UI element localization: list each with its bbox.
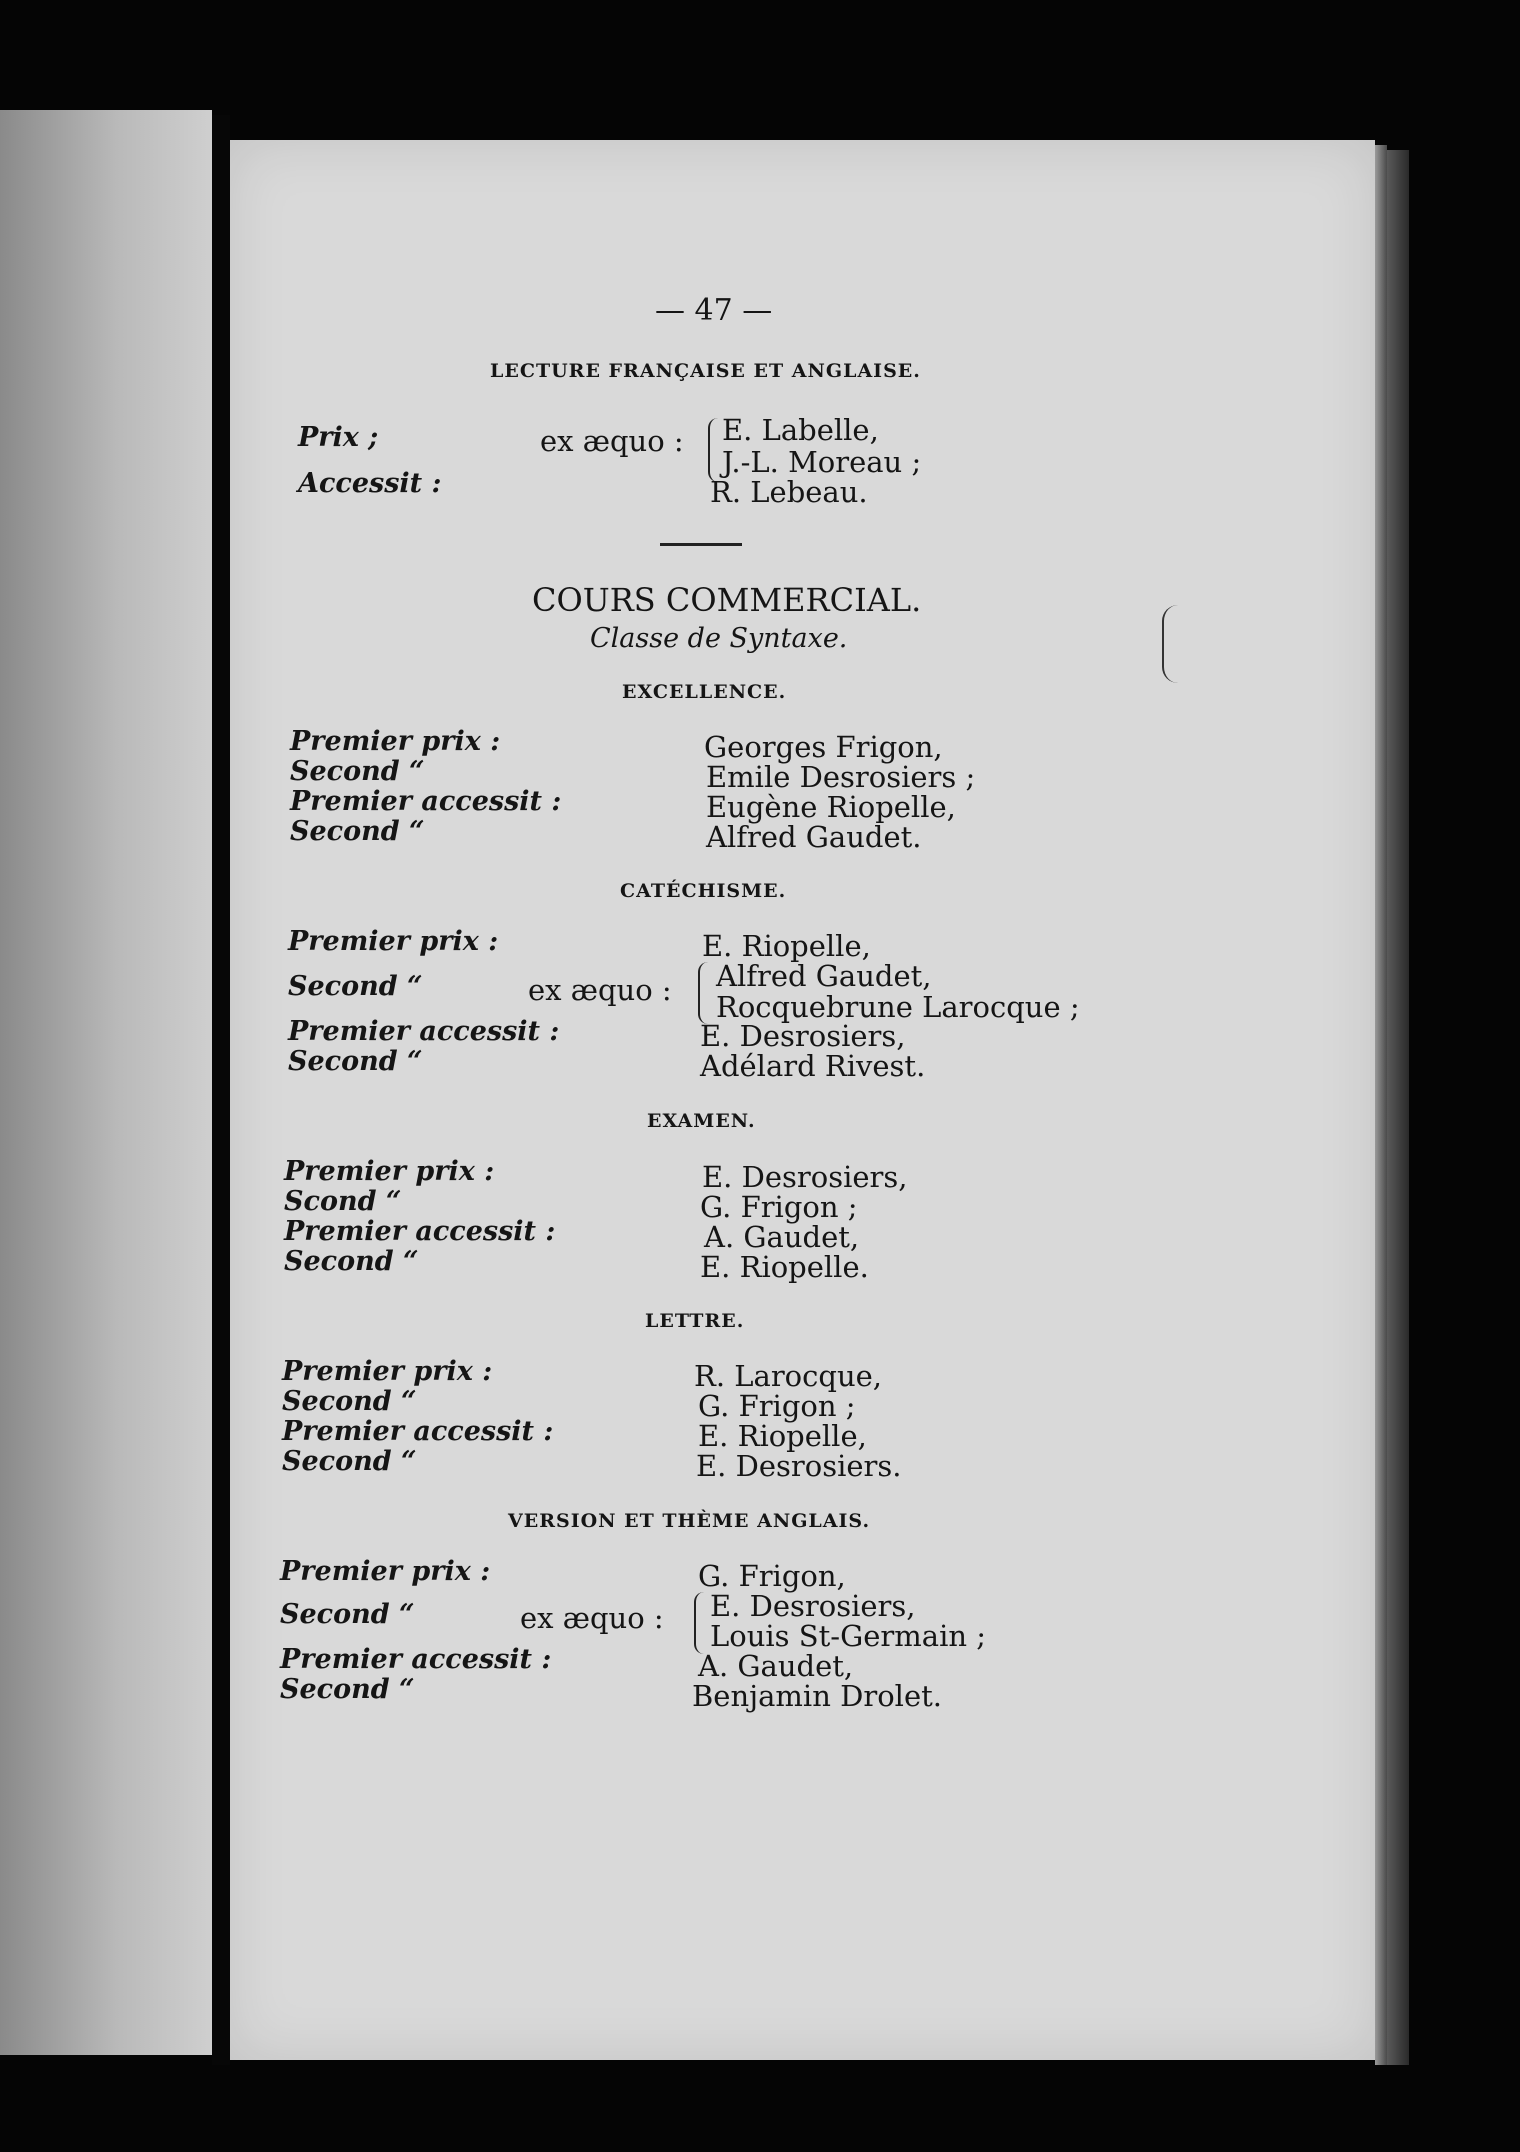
label-excellence-1: Premier prix : — [290, 726, 501, 757]
ex-aequo-lecture: ex æquo : — [540, 424, 684, 458]
name-lecture-2: J.-L. Moreau ; — [722, 445, 922, 479]
ex-aequo-catechisme: ex æquo : — [528, 973, 672, 1007]
name-examen-3: A. Gaudet, — [704, 1220, 860, 1254]
label-accessit: Accessit : — [298, 468, 442, 499]
label-lettre-1: Premier prix : — [282, 1356, 493, 1387]
name-lettre-3: E. Riopelle, — [698, 1419, 867, 1453]
label-version-1: Premier prix : — [280, 1556, 491, 1587]
name-catechisme-2: Alfred Gaudet, — [716, 959, 932, 993]
adjacent-page — [0, 110, 212, 2055]
commercial-title: COURS COMMERCIAL. — [532, 581, 922, 619]
name-examen-1: E. Desrosiers, — [702, 1160, 908, 1194]
brace-lecture — [708, 418, 718, 482]
label-examen-4: Second “ — [284, 1246, 419, 1277]
label-excellence-4: Second “ — [290, 816, 425, 847]
name-excellence-2: Emile Desrosiers ; — [706, 760, 976, 794]
section-heading-examen: EXAMEN. — [647, 1110, 756, 1132]
name-version-2: E. Desrosiers, — [710, 1589, 916, 1623]
section-heading-version: VERSION ET THÈME ANGLAIS. — [508, 1510, 871, 1532]
label-lettre-2: Second “ — [282, 1386, 417, 1417]
pencil-mark — [1162, 605, 1178, 683]
name-version-4: A. Gaudet, — [698, 1649, 854, 1683]
name-excellence-3: Eugène Riopelle, — [706, 790, 956, 824]
name-lettre-2: G. Frigon ; — [698, 1389, 856, 1423]
label-version-3: Premier accessit : — [280, 1644, 552, 1675]
name-version-3: Louis St-Germain ; — [710, 1619, 987, 1653]
page-edge — [1375, 145, 1387, 2065]
section-heading-catechisme: CATÉCHISME. — [620, 880, 787, 902]
name-lettre-1: R. Larocque, — [694, 1359, 883, 1393]
label-examen-2: Scond “ — [284, 1186, 402, 1217]
label-lettre-3: Premier accessit : — [282, 1416, 554, 1447]
book-gutter — [212, 115, 230, 2065]
label-version-4: Second “ — [280, 1674, 415, 1705]
page-number: — 47 — — [655, 293, 773, 328]
ex-aequo-version: ex æquo : — [520, 1601, 664, 1635]
label-prix: Prix ; — [298, 422, 379, 453]
name-excellence-4: Alfred Gaudet. — [706, 820, 922, 854]
name-catechisme-3: Rocquebrune Larocque ; — [716, 990, 1080, 1024]
label-excellence-3: Premier accessit : — [290, 786, 562, 817]
label-catechisme-3: Premier accessit : — [288, 1016, 560, 1047]
label-catechisme-4: Second “ — [288, 1046, 423, 1077]
name-catechisme-5: Adélard Rivest. — [700, 1049, 926, 1083]
page-edge-dark — [1387, 150, 1409, 2065]
label-lettre-4: Second “ — [282, 1446, 417, 1477]
label-examen-3: Premier accessit : — [284, 1216, 556, 1247]
label-version-2: Second “ — [280, 1599, 415, 1630]
name-lettre-4: E. Desrosiers. — [696, 1449, 902, 1483]
label-examen-1: Premier prix : — [284, 1156, 495, 1187]
name-version-5: Benjamin Drolet. — [692, 1679, 942, 1713]
name-version-1: G. Frigon, — [698, 1559, 846, 1593]
section-rule — [660, 543, 742, 546]
brace-catechisme — [698, 962, 708, 1024]
label-catechisme-1: Premier prix : — [288, 926, 499, 957]
name-examen-4: E. Riopelle. — [700, 1250, 869, 1284]
commercial-subtitle: Classe de Syntaxe. — [590, 623, 848, 654]
section-heading-lettre: LETTRE. — [645, 1310, 745, 1332]
name-catechisme-4: E. Desrosiers, — [700, 1019, 906, 1053]
section-heading-excellence: EXCELLENCE. — [622, 681, 787, 703]
label-excellence-2: Second “ — [290, 756, 425, 787]
name-excellence-1: Georges Frigon, — [704, 730, 943, 764]
name-examen-2: G. Frigon ; — [700, 1190, 858, 1224]
section-heading-lecture: LECTURE FRANÇAISE ET ANGLAISE. — [490, 360, 921, 382]
label-catechisme-2: Second “ — [288, 971, 423, 1002]
name-lecture-1: E. Labelle, — [722, 413, 879, 447]
name-catechisme-1: E. Riopelle, — [702, 929, 871, 963]
brace-version — [694, 1592, 704, 1654]
name-lecture-3: R. Lebeau. — [710, 475, 868, 509]
